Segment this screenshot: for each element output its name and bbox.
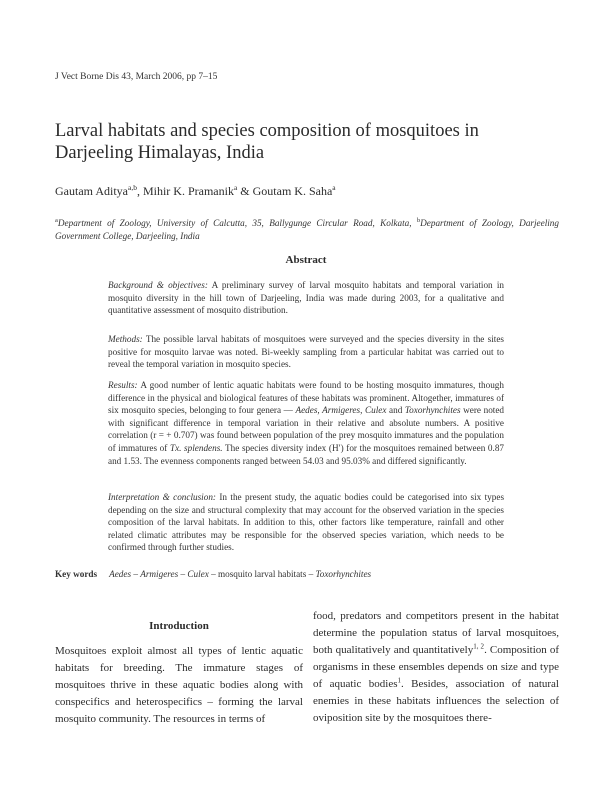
abstract-results: Results: A good number of lentic aquatic habitats were found to be hosting mosquito immatures, though difference in the physical and biological features of these habitats was prominent. Altogether, immatures of six mosquito species, belonging to four genera — Aedes, Armigeres, Culex and Toxorhynchites were noted with significant difference in temporal variation in their relative and absolute numbers. A positive correlation (r = + 0.707) was found between population of the prey mosquito immatures and the population of immatures of Tx. splendens. The species diversity index (H′) for the mosquitoes remained between 0.87 and 1.53. The evenness components ranged between 54.03 and 95.03% and differed significantly. [108,380,505,466]
abstract-background: Background & objectives: A preliminary survey of larval mosquito habitats and temporal variation in mosquito diversity in the hill town of Darjeeling, India was made during 2003, for a qualitative and quantitative assessment of mosquito distribution. [108,280,504,316]
abstract-interpretation: Interpretation & conclusion: In the present study, the aquatic bodies could be categorised into six types depending on the size and structural complexity that may account for the observed variation in the species composition of the larval habitats. In addition to this, other factors like temperature, rainfall and other related climatic attributes may be responsible for the observed species variation, which needs to be confirmed through further studies. [108,492,505,553]
author-affiliation-mark: a [233,183,238,192]
citation-ref: 1, 2 [473,642,485,651]
introduction-right-column: food, predators and competitors present in the habitat determine the population status of larval mosquitoes, both qualitatively and quantitatively$^{1, 2}$. Composition of organisms in these ensembles depends on size and type of aquatic bodies$^1$. Besides, association of natural enemies in these habitats influences the selection of oviposition site by the mosquitoes there- [313,610,560,724]
author-name: Goutam K. Saha [252,184,333,198]
author-name: Gautam Aditya [55,184,128,198]
author-list: Gautam Aditya$^{a,b}$, Mihir K. Pramanik$^a$ & Goutam K. Saha$^a$ [55,183,336,198]
author-affiliation-mark: a,b [127,183,137,192]
introduction-heading: Introduction [149,620,209,632]
abstract-heading: Abstract [285,254,327,266]
keywords: Key words Aedes – Armigeres – Culex – mosquito larval habitats – Toxorhynchites [55,569,372,579]
abstract-methods: Methods: The possible larval habitats of mosquitoes were surveyed and the species diversity in the sites positive for mosquito larvae was noted. Bi-weekly sampling from a particular habitat was carried out to reveal the temporal variation in mosquito species. [108,334,504,370]
author-name: Mihir K. Pramanik [142,184,234,198]
citation-ref: 1 [397,676,401,685]
author-affiliation-mark: a [332,183,336,192]
introduction-left-column: Mosquitoes exploit almost all types of lentic aquatic habitats for breeding. The immature stages of mosquitoes thrive in these aquatic bodies along with conspecifics and heterospecifics – forming the larval mosquito community. The resources in terms of [55,645,303,725]
paper-title: Larval habitats and species composition of mosquitoes in Darjeeling Himalayas, India [55,121,479,163]
affiliations: $^a$Department of Zoology, University of Calcutta, 35, Ballygunge Circular Road, Kolkata, $^b$Department of Zoology, Darjeeling Government College, Darjeeling, India [55,217,559,242]
journal-reference: J Vect Borne Dis 43, March 2006, pp 7–15 [55,72,218,82]
